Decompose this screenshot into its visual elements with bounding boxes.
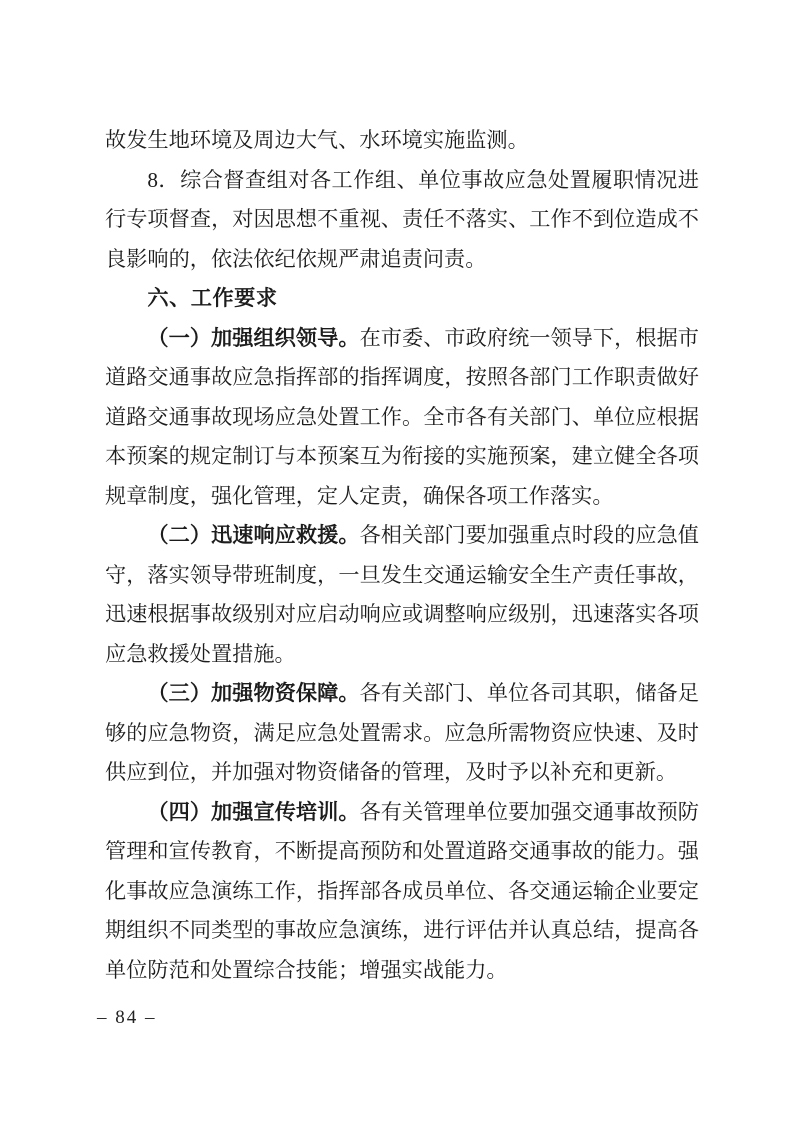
paragraph-text: 在市委、市政府统一领导下，根据市道路交通事故应急指挥部的指挥调度，按照各部门工作职责做好道路交通事故现场应急处置工作。全市各有关部门、单位应根据本预案的规定制订与本预案互为衔接的实施预案，建立健全各项规章制度，强化管理，定人定责，确保各项工作落实。 [105, 325, 699, 508]
paragraph-lead: （一）加强组织领导。 [147, 325, 360, 350]
paragraph-text: 故发生地环境及周边大气、水环境实施监测。 [105, 128, 529, 152]
paragraph-lead: （二）迅速响应救援。 [147, 523, 360, 547]
paragraph [105, 319, 699, 517]
paragraph-text: 8．综合督查组对各工作组、单位事故应急处置履职情况进行专项督查，对因思想不重视、责任不落实、工作不到位造成不良影响的，依法依纪依规严肃追责问责。 [105, 167, 699, 271]
paragraph [105, 121, 699, 161]
paragraph [105, 793, 699, 991]
paragraph [105, 516, 699, 674]
paragraph-text: 各有关部门、单位各司其职，储备足够的应急物资，满足应急处置需求。应急所需物资应快速、及时供应到位，并加强对物资储备的管理，及时予以补充和更新。 [105, 681, 699, 784]
paragraph-lead: （四）加强宣传培训。 [147, 799, 360, 824]
paragraph [105, 674, 699, 793]
paragraph-text: 各有关管理单位要加强交通事故预防管理和宣传教育，不断提高预防和处置道路交通事故的能力。强化事故应急演练工作，指挥部各成员单位、各交通运输企业要定期组织不同类型的事故应急演练，进行评估并认真总结，提高各单位防范和处置综合技能；增强实战能力。 [105, 799, 699, 982]
page-number: – 84 – [97, 1007, 157, 1028]
section-heading-text: 六、工作要求 [147, 287, 278, 310]
paragraph-text: 各相关部门要加强重点时段的应急值守，落实领导带班制度，一旦发生交通运输安全生产责任事故，迅速根据事故级别对应启动响应或调整响应级别，迅速落实各项应急救援处置措施。 [105, 523, 699, 666]
paragraph [105, 161, 699, 280]
section-heading [105, 279, 699, 319]
paragraph-lead: （三）加强物资保障。 [147, 681, 360, 705]
document-body [105, 121, 699, 990]
